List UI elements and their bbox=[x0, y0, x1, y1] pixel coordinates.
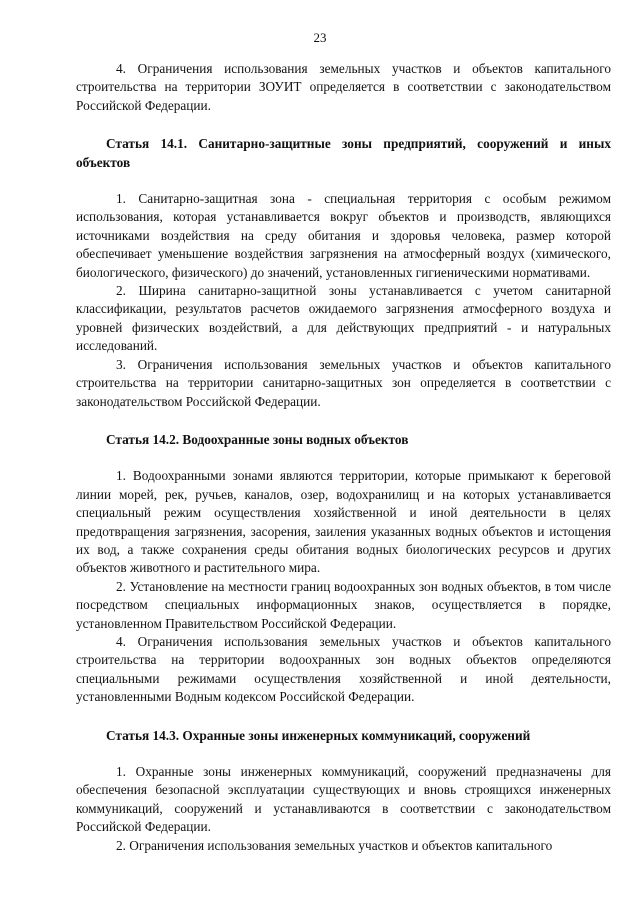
paragraph-13-4: 4. Ограничения использования земельных участков и объектов капитального строительства на территории ЗОУИТ определяется в соответствии с законодательством Российской Федерации. bbox=[76, 61, 611, 113]
paragraph-14-3-1: 1. Охранные зоны инженерных коммуникаций, сооружений предназначены для обеспечения безопасной эксплуатации существующих и вновь строящихся инженерных коммуникаций, сооружений и устанавливаются в соответствии с законодательством Российской Федерации. bbox=[76, 764, 611, 835]
article-14-2-heading: Статья 14.2. Водоохранные зоны водных объектов bbox=[106, 431, 409, 447]
article-14-1-heading: Статья 14.1. Санитарно-защитные зоны предприятий, сооружений и иных объектов bbox=[76, 136, 611, 170]
page-number: 23 bbox=[313, 30, 327, 45]
paragraph-14-2-2: 2. Установление на местности границ водоохранных зон водных объектов, в том числе посредством специальных информационных знаков, осуществляется в порядке, установленном Правительством Российской Федерации. bbox=[76, 578, 611, 631]
paragraph-14-1-2: 2. Ширина санитарно-защитной зоны устанавливается с учетом санитарной классификации, результатов расчетов ожидаемого загрязнения атмосферного воздуха и уровней физических воздействий, а для действующих предприятий - и натуральных исследований. bbox=[76, 283, 611, 354]
paragraph-14-2-4: 4. Ограничения использования земельных участков и объектов капитального строительства на территории водоохранных зон водных объектов определяются специальными режимами осуществления хозяйственной и иной деятельности, установленными Водным кодексом Российской Федерации. bbox=[76, 633, 611, 705]
paragraph-14-2-1: 1. Водоохранными зонами являются территории, которые примыкают к береговой линии морей, рек, ручьев, каналов, озер, водохранилищ и на которых устанавливается специальный режим осуществления хозяйственной и иной деятельности в целях предотвращения загрязнения, засорения, заиления указанных водных объектов и истощения их вод, а также сохранения среды обитания водных биологических ресурсов и других объектов животного и растительного мира. bbox=[76, 468, 611, 576]
paragraph-14-3-2: 2. Ограничения использования земельных участков и объектов капитального bbox=[116, 837, 553, 853]
article-14-3-heading: Статья 14.3. Охранные зоны инженерных коммуникаций, сооружений bbox=[106, 727, 531, 743]
paragraph-14-1-1: 1. Санитарно-защитная зона - специальная территория с особым режимом использования, которая устанавливается вокруг объектов и производств, являющихся источниками воздействия на среду обитания и здоровья человека, размер которой обеспечивает уменьшение воздействия загрязнения на атмосферный воздух (химического, биологического, физического) до значений, установленных гигиеническими нормативами. bbox=[76, 191, 611, 280]
paragraph-14-1-3: 3. Ограничения использования земельных участков и объектов капитального строительства на территории санитарно-защитных зон определяется в соответствии с законодательством Российской Федерации. bbox=[76, 356, 611, 409]
document-body bbox=[76, 60, 611, 855]
